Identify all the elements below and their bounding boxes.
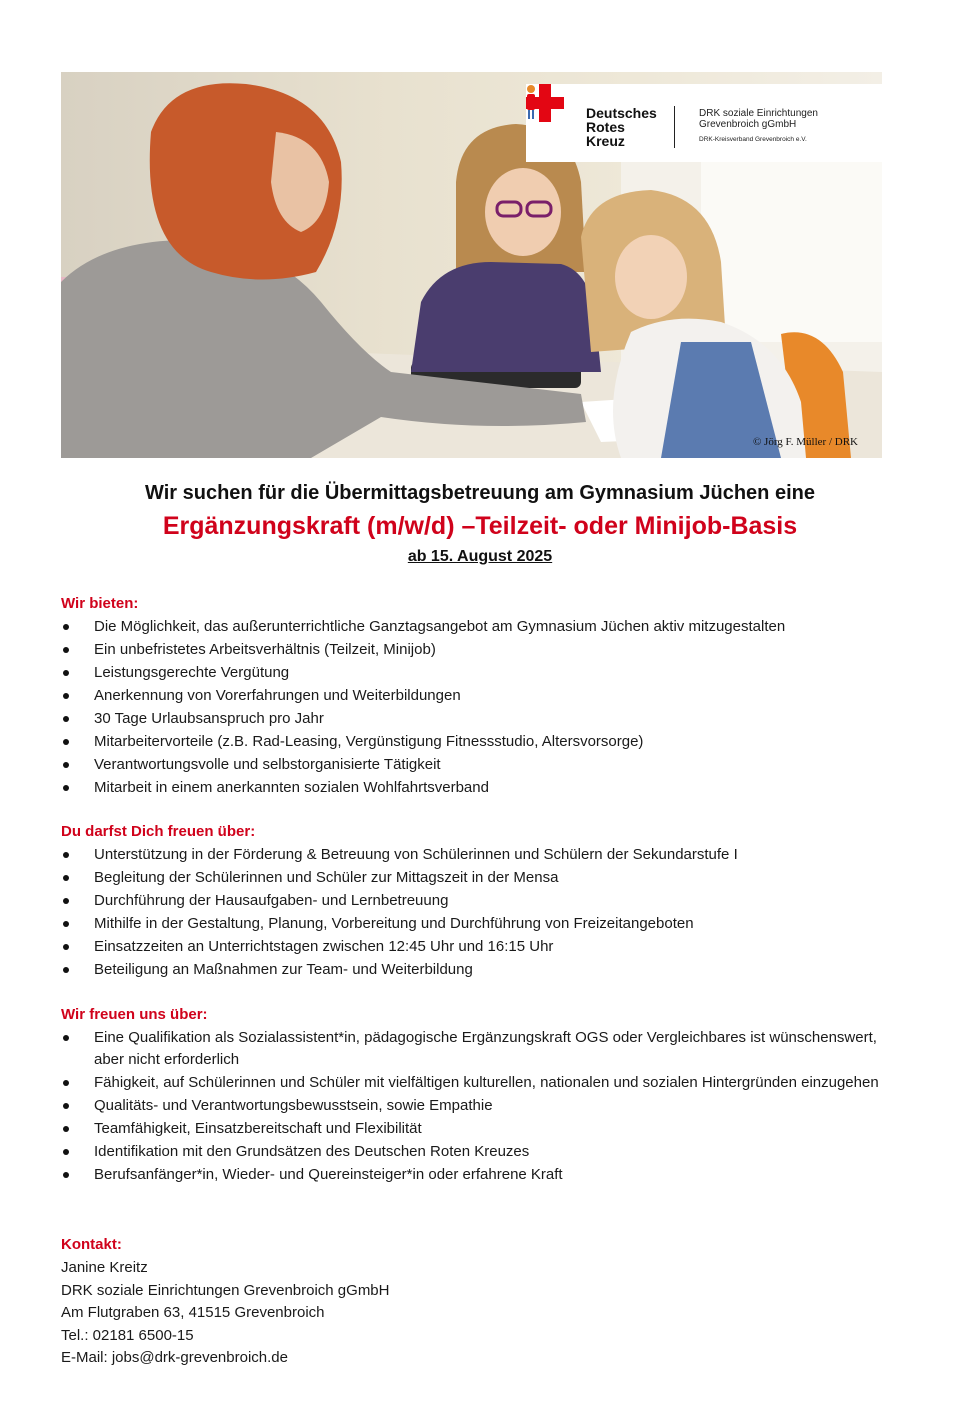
list-item: Mithilfe in der Gestaltung, Planung, Vorbereitung und Durchführung von Freizeitangeboten — [61, 913, 891, 935]
section-offer — [61, 594, 891, 800]
contact-org: DRK soziale Einrichtungen Grevenbroich gGmbH — [61, 1281, 390, 1299]
section-title: Kontakt: — [61, 1236, 122, 1253]
drk-logo-banner — [526, 84, 882, 162]
list-item: Begleitung der Schülerinnen und Schüler zur Mittagszeit in der Mensa — [61, 867, 891, 889]
list-item: Beteiligung an Maßnahmen zur Team- und Weiterbildung — [61, 959, 891, 981]
list-item: Anerkennung von Vorerfahrungen und Weiterbildungen — [61, 685, 891, 707]
list-item: Ein unbefristetes Arbeitsverhältnis (Teilzeit, Minijob) — [61, 639, 891, 661]
section-title: Wir bieten: — [61, 595, 139, 612]
org-wordmark: DRK soziale Einrichtungen Grevenbroich gGmbH DRK-Kreisverband Grevenbroich e.V. — [699, 108, 818, 143]
list-item: Eine Qualifikation als Sozialassistent*in, pädagogische Ergänzungskraft OGS oder Vergleichbares ist wünschenswert, aber nicht erforderlich — [61, 1027, 891, 1070]
section-contact — [61, 1235, 891, 1370]
section-profile — [61, 1005, 891, 1187]
list-item: Mitarbeit in einem anerkannten sozialen Wohlfahrtsverband — [61, 777, 891, 799]
list-item: Unterstützung in der Förderung & Betreuung von Schülerinnen und Schülern der Sekundarstufe I — [61, 844, 891, 866]
list-item: Identifikation mit den Grundsätzen des Deutschen Roten Kreuzes — [61, 1141, 891, 1163]
job-title: Ergänzungskraft (m/w/d) –Teilzeit- oder Minijob-Basis — [162, 512, 798, 540]
list-item: Qualitäts- und Verantwortungsbewusstsein, sowie Empathie — [61, 1095, 891, 1117]
list-item: Einsatzzeiten an Unterrichtstagen zwischen 12:45 Uhr und 16:15 Uhr — [61, 936, 891, 958]
section-tasks — [61, 822, 891, 982]
section-title: Wir freuen uns über: — [61, 1006, 208, 1023]
section-title: Du darfst Dich freuen über: — [61, 823, 256, 840]
list-item: Die Möglichkeit, das außerunterrichtliche Ganztagsangebot am Gymnasium Jüchen aktiv mitzugestalten — [61, 616, 891, 638]
headline-intro: Wir suchen für die Übermittagsbetreuung am Gymnasium Jüchen eine — [145, 482, 815, 504]
list-item: Fähigkeit, auf Schülerinnen und Schüler mit vielfältigen kulturellen, nationalen und sozialen Hintergründen einzugehen — [61, 1072, 891, 1094]
profile-list — [61, 1027, 891, 1185]
list-item: Teamfähigkeit, Einsatzbereitschaft und Flexibilität — [61, 1118, 891, 1140]
list-item: Mitarbeitervorteile (z.B. Rad-Leasing, Vergünstigung Fitnessstudio, Altersvorsorge) — [61, 731, 891, 753]
tasks-list — [61, 844, 891, 981]
contact-name: Janine Kreitz — [61, 1259, 148, 1276]
photo-credit: © Jörg F. Müller / DRK — [752, 436, 858, 448]
drk-wordmark: Deutsches Rotes Kreuz — [586, 105, 657, 149]
contact-address: Am Flutgraben 63, 41515 Grevenbroich — [61, 1304, 325, 1321]
list-item: Berufsanfänger*in, Wieder- und Quereinsteiger*in oder erfahrene Kraft — [61, 1164, 891, 1186]
hero-photo — [61, 72, 882, 458]
list-item: Leistungsgerechte Vergütung — [61, 662, 891, 684]
list-item: 30 Tage Urlaubsanspruch pro Jahr — [61, 708, 891, 730]
start-date: ab 15. August 2025 — [407, 548, 553, 565]
contact-email[interactable]: E-Mail: jobs@drk-grevenbroich.de — [61, 1349, 288, 1366]
logo-divider — [674, 106, 675, 148]
list-item: Durchführung der Hausaufgaben- und Lernbetreuung — [61, 890, 891, 912]
child-figure-icon — [526, 84, 536, 120]
offer-list — [61, 616, 891, 799]
list-item: Verantwortungsvolle und selbstorganisierte Tätigkeit — [61, 754, 891, 776]
contact-phone[interactable]: Tel.: 02181 6500-15 — [61, 1326, 194, 1344]
